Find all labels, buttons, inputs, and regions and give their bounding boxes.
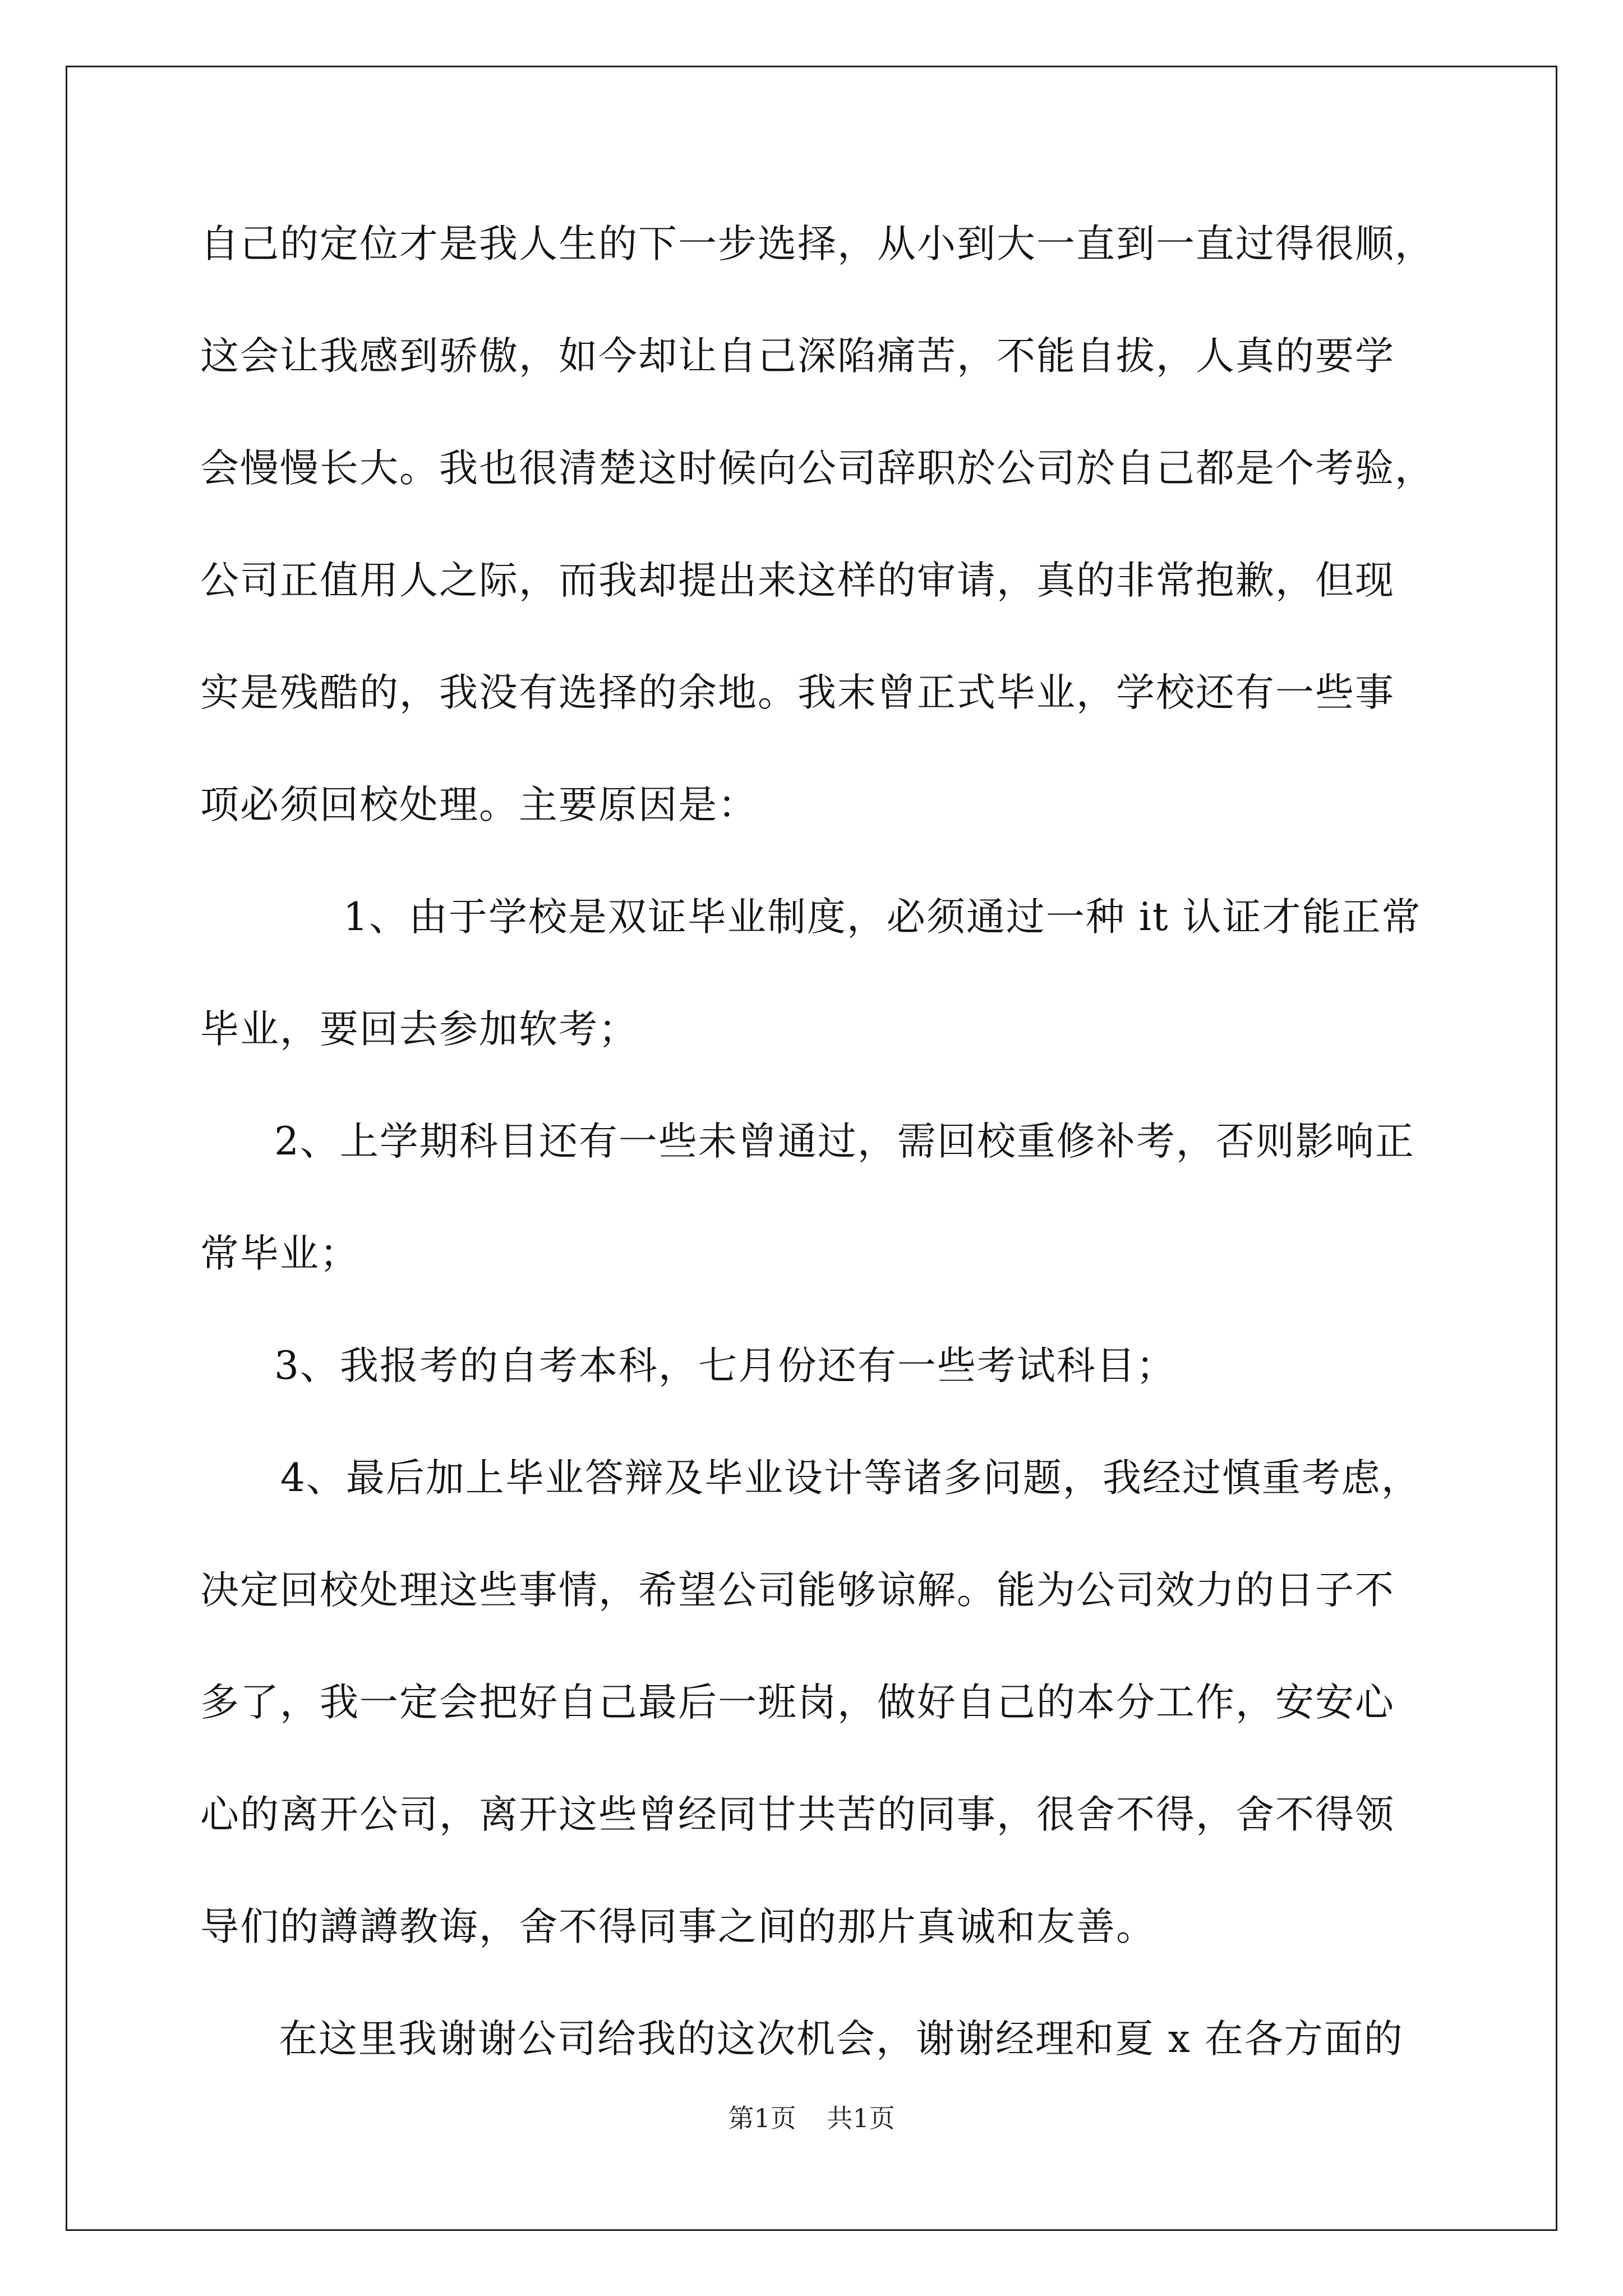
text-line: 自己的定位才是我人生的下一步选择，从小到大一直到一直过得很顺， xyxy=(200,222,1435,266)
list-item-2-line: 2、上学期科目还有一些未曾通过，需回校重修补考，否则影响正 xyxy=(274,1119,1415,1164)
total-pages: 共1页 xyxy=(827,2103,895,2133)
text-line: 毕业，要回去参加软考； xyxy=(200,1007,638,1052)
text-line: 决定回校处理这些事情，希望公司能够谅解。能为公司效力的日子不 xyxy=(200,1568,1395,1613)
text-line: 项必须回校处理。主要原因是： xyxy=(200,783,758,827)
list-item-3-line: 3、我报考的自考本科，七月份还有一些考试科目； xyxy=(274,1343,1176,1388)
list-item-1-line: 1、由于学校是双证毕业制度，必须通过一种 it 认证才能正常 xyxy=(343,895,1422,940)
list-item-4-line: 4、最后加上毕业答辩及毕业设计等诸多问题，我经过慎重考虑， xyxy=(280,1456,1421,1501)
text-line: 这会让我感到骄傲，如今却让自己深陷痛苦，不能自拔，人真的要学 xyxy=(200,334,1395,379)
page-footer xyxy=(0,2098,1623,2135)
text-line: 实是残酷的，我没有选择的余地。我末曾正式毕业，学校还有一些事 xyxy=(200,670,1395,715)
document-body xyxy=(200,188,1445,2095)
text-line: 多了，我一定会把好自己最后一班岗，做好自己的本分工作，安安心 xyxy=(200,1680,1395,1725)
text-line: 常毕业； xyxy=(200,1231,359,1276)
page-number: 第1页 xyxy=(728,2103,796,2133)
text-line: 公司正值用人之际，而我却提出来这样的审请，真的非常抱歉，但现 xyxy=(200,558,1395,603)
text-line: 心的离开公司，离开这些曾经同甘共苦的同事，很舍不得，舍不得领 xyxy=(200,1792,1395,1837)
paragraph-start-line: 在这里我谢谢公司给我的这次机会，谢谢经理和夏 x 在各方面的 xyxy=(279,2017,1404,2062)
text-line: 会慢慢长大。我也很清楚这时候向公司辞职於公司於自己都是个考验， xyxy=(200,446,1435,491)
text-line: 导们的譐譐教诲，舍不得同事之间的那片真诚和友善。 xyxy=(200,1904,1156,1949)
